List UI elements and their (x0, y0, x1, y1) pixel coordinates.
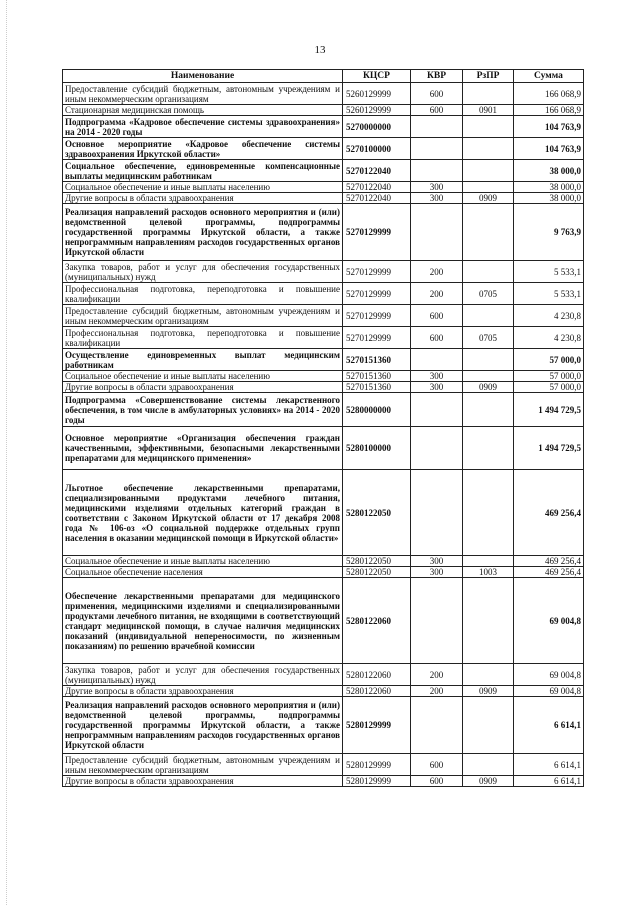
table-row (63, 470, 584, 556)
row-sum: 6 614,1 (514, 697, 584, 754)
page-number: 13 (314, 44, 326, 56)
row-kcsr: 5270129999 (343, 261, 411, 283)
row-rzpr: 0909 (463, 686, 514, 697)
row-kcsr: 5270122040 (343, 160, 411, 182)
row-sum: 469 256,4 (514, 556, 584, 567)
row-kvr (411, 204, 463, 261)
row-kvr (411, 578, 463, 664)
table-row (63, 105, 584, 116)
row-name: Основное мероприятие «Кадровое обеспечение системы здравоохранения Иркутской области» (63, 138, 343, 160)
row-kvr: 600 (411, 776, 463, 787)
row-rzpr: 0901 (463, 105, 514, 116)
row-name: Социальное обеспечение и иные выплаты населению (63, 182, 343, 193)
row-kcsr: 5280122050 (343, 556, 411, 567)
row-kcsr: 5270129999 (343, 283, 411, 305)
table-row (63, 393, 584, 427)
row-sum: 4 230,8 (514, 327, 584, 349)
row-sum: 1 494 729,5 (514, 393, 584, 427)
row-sum: 5 533,1 (514, 261, 584, 283)
budget-table (62, 69, 584, 787)
row-name: Профессиональная подготовка, переподготовка и повышение квалификации (63, 327, 343, 349)
row-name: Предоставление субсидий бюджетным, автономным учреждениям и иным некоммерческим организациям (63, 83, 343, 105)
row-sum: 38 000,0 (514, 182, 584, 193)
row-kvr: 200 (411, 664, 463, 686)
row-kvr (411, 138, 463, 160)
row-name: Предоставление субсидий бюджетным, автономным учреждениям и иным некоммерческим организациям (63, 305, 343, 327)
row-kvr (411, 427, 463, 470)
row-rzpr (463, 754, 514, 776)
header-rzpr: РзПР (463, 70, 514, 83)
row-sum: 104 763,9 (514, 138, 584, 160)
row-name: Социальное обеспечение и иные выплаты населению (63, 556, 343, 567)
row-rzpr (463, 393, 514, 427)
row-kvr: 600 (411, 83, 463, 105)
row-name: Социальное обеспечение, единовременные компенсационные выплаты медицинским работникам (63, 160, 343, 182)
row-sum: 69 004,8 (514, 578, 584, 664)
table-row (63, 83, 584, 105)
row-sum: 5 533,1 (514, 283, 584, 305)
row-kcsr: 5260129999 (343, 83, 411, 105)
row-kvr: 200 (411, 686, 463, 697)
row-rzpr: 0705 (463, 283, 514, 305)
row-sum: 4 230,8 (514, 305, 584, 327)
row-kvr (411, 697, 463, 754)
table-row (63, 578, 584, 664)
row-kcsr: 5270129999 (343, 305, 411, 327)
row-kcsr: 5280122060 (343, 686, 411, 697)
row-rzpr (463, 470, 514, 556)
row-kvr: 200 (411, 261, 463, 283)
row-kcsr: 5270000000 (343, 116, 411, 138)
table-row (63, 664, 584, 686)
row-rzpr (463, 349, 514, 371)
header-kvr: КВР (411, 70, 463, 83)
row-name: Предоставление субсидий бюджетным, автономным учреждениям и иным некоммерческим организациям (63, 754, 343, 776)
row-kcsr: 5270100000 (343, 138, 411, 160)
table-row (63, 567, 584, 578)
row-kvr: 300 (411, 371, 463, 382)
row-kcsr: 5280129999 (343, 697, 411, 754)
row-kvr: 600 (411, 754, 463, 776)
row-rzpr: 0909 (463, 382, 514, 393)
row-sum: 1 494 729,5 (514, 427, 584, 470)
table-row (63, 697, 584, 754)
row-sum: 6 614,1 (514, 776, 584, 787)
table-row (63, 556, 584, 567)
row-name: Подпрограмма «Совершенствование системы лекарственного обеспечения, в том числе в амбулаторных условиях» на 2014 - 2020 годы (63, 393, 343, 427)
row-sum: 38 000,0 (514, 160, 584, 182)
row-kvr (411, 116, 463, 138)
row-name: Другие вопросы в области здравоохранения (63, 776, 343, 787)
row-rzpr (463, 261, 514, 283)
row-name: Реализация направлений расходов основного мероприятия и (или) ведомственной целевой программы, подпрограммы государственной программы Иркутской области, а также непрограммным направлениям расходов государственных органов Иркутской области (63, 697, 343, 754)
row-name: Обеспечение лекарственными препаратами для медицинского применения, медицинскими изделиями и специализированными продуктами лечебного питания, не входящими в соответствующий стандарт медицинской помощи, в случае наличия медицинских показаний (индивидуальной непереносимости, по жизненным показаниям) по решению врачебной комиссии (63, 578, 343, 664)
table-body (63, 83, 584, 787)
row-rzpr (463, 697, 514, 754)
row-kvr (411, 160, 463, 182)
row-kvr: 300 (411, 382, 463, 393)
row-name: Другие вопросы в области здравоохранения (63, 193, 343, 204)
table-row (63, 754, 584, 776)
row-rzpr (463, 664, 514, 686)
row-rzpr: 0909 (463, 193, 514, 204)
row-rzpr (463, 204, 514, 261)
row-rzpr (463, 116, 514, 138)
table-row (63, 327, 584, 349)
table-row (63, 160, 584, 182)
row-kcsr: 5280122050 (343, 470, 411, 556)
row-kcsr: 5270122040 (343, 193, 411, 204)
row-kvr: 600 (411, 105, 463, 116)
row-sum: 166 068,9 (514, 105, 584, 116)
table-row (63, 305, 584, 327)
table-row (63, 427, 584, 470)
table-row (63, 382, 584, 393)
table-row (63, 204, 584, 261)
binding-margin (0, 0, 7, 905)
table-row (63, 261, 584, 283)
row-name: Основное мероприятие «Организация обеспечения граждан качественными, эффективными, безопасными лекарственными препаратами для медицинского применения» (63, 427, 343, 470)
table-row (63, 283, 584, 305)
table-row (63, 193, 584, 204)
row-kvr (411, 349, 463, 371)
row-name: Льготное обеспечение лекарственными препаратами, специализированными продуктами лечебного питания, медицинскими изделиями отдельных категорий граждан в соответствии с Законом Иркутской области от 17 декабря 2008 года № 106-оз «О социальной поддержке отдельных групп населения в оказании медицинской помощи в Иркутской области» (63, 470, 343, 556)
row-kcsr: 5280122060 (343, 664, 411, 686)
row-rzpr: 0705 (463, 327, 514, 349)
table-row (63, 776, 584, 787)
row-sum: 469 256,4 (514, 470, 584, 556)
row-kvr: 300 (411, 556, 463, 567)
row-rzpr (463, 83, 514, 105)
row-sum: 69 004,8 (514, 686, 584, 697)
row-name: Другие вопросы в области здравоохранения (63, 382, 343, 393)
header-kcsr: КЦСР (343, 70, 411, 83)
row-rzpr (463, 182, 514, 193)
row-rzpr (463, 578, 514, 664)
row-kcsr: 5270122040 (343, 182, 411, 193)
budget-table-container (62, 69, 583, 787)
row-kcsr: 5280000000 (343, 393, 411, 427)
row-name: Другие вопросы в области здравоохранения (63, 686, 343, 697)
row-name: Подпрограмма «Кадровое обеспечение системы здравоохранения» на 2014 - 2020 годы (63, 116, 343, 138)
row-name: Закупка товаров, работ и услуг для обеспечения государственных (муниципальных) нужд (63, 664, 343, 686)
row-name: Социальное обеспечение и иные выплаты населению (63, 371, 343, 382)
row-kcsr: 5280129999 (343, 776, 411, 787)
row-kcsr: 5280100000 (343, 427, 411, 470)
table-header-row (63, 70, 584, 83)
row-rzpr (463, 371, 514, 382)
row-sum: 57 000,0 (514, 371, 584, 382)
row-rzpr: 0909 (463, 776, 514, 787)
row-sum: 57 000,0 (514, 349, 584, 371)
row-name: Осуществление единовременных выплат медицинским работникам (63, 349, 343, 371)
row-kcsr: 5270151360 (343, 382, 411, 393)
row-kvr (411, 393, 463, 427)
row-sum: 69 004,8 (514, 664, 584, 686)
row-kvr: 300 (411, 193, 463, 204)
table-row (63, 116, 584, 138)
row-rzpr (463, 160, 514, 182)
row-sum: 6 614,1 (514, 754, 584, 776)
row-name: Стационарная медицинская помощь (63, 105, 343, 116)
row-kvr (411, 470, 463, 556)
row-kcsr: 5260129999 (343, 105, 411, 116)
row-sum: 166 068,9 (514, 83, 584, 105)
header-sum: Сумма (514, 70, 584, 83)
row-rzpr (463, 305, 514, 327)
row-kcsr: 5270151360 (343, 371, 411, 382)
row-name: Профессиональная подготовка, переподготовка и повышение квалификации (63, 283, 343, 305)
row-kvr: 200 (411, 283, 463, 305)
row-kcsr: 5280122050 (343, 567, 411, 578)
table-row (63, 686, 584, 697)
row-name: Закупка товаров, работ и услуг для обеспечения государственных (муниципальных) нужд (63, 261, 343, 283)
row-rzpr (463, 427, 514, 470)
row-sum: 38 000,0 (514, 193, 584, 204)
row-kcsr: 5270129999 (343, 204, 411, 261)
row-kvr: 600 (411, 305, 463, 327)
row-kvr: 600 (411, 327, 463, 349)
row-kvr: 300 (411, 567, 463, 578)
row-rzpr (463, 138, 514, 160)
row-sum: 104 763,9 (514, 116, 584, 138)
header-name: Наименование (63, 70, 343, 83)
row-sum: 57 000,0 (514, 382, 584, 393)
row-kvr: 300 (411, 182, 463, 193)
table-row (63, 138, 584, 160)
row-name: Реализация направлений расходов основного мероприятия и (или) ведомственной целевой программы, подпрограммы государственной программы Иркутской области, а также непрограммным направлениям расходов государственных органов Иркутской области (63, 204, 343, 261)
row-sum: 9 763,9 (514, 204, 584, 261)
row-kcsr: 5280129999 (343, 754, 411, 776)
row-kcsr: 5270129999 (343, 327, 411, 349)
row-name: Социальное обеспечение населения (63, 567, 343, 578)
row-kcsr: 5280122060 (343, 578, 411, 664)
row-sum: 469 256,4 (514, 567, 584, 578)
table-row (63, 182, 584, 193)
row-kcsr: 5270151360 (343, 349, 411, 371)
row-rzpr: 1003 (463, 567, 514, 578)
table-row (63, 371, 584, 382)
row-rzpr (463, 556, 514, 567)
table-row (63, 349, 584, 371)
